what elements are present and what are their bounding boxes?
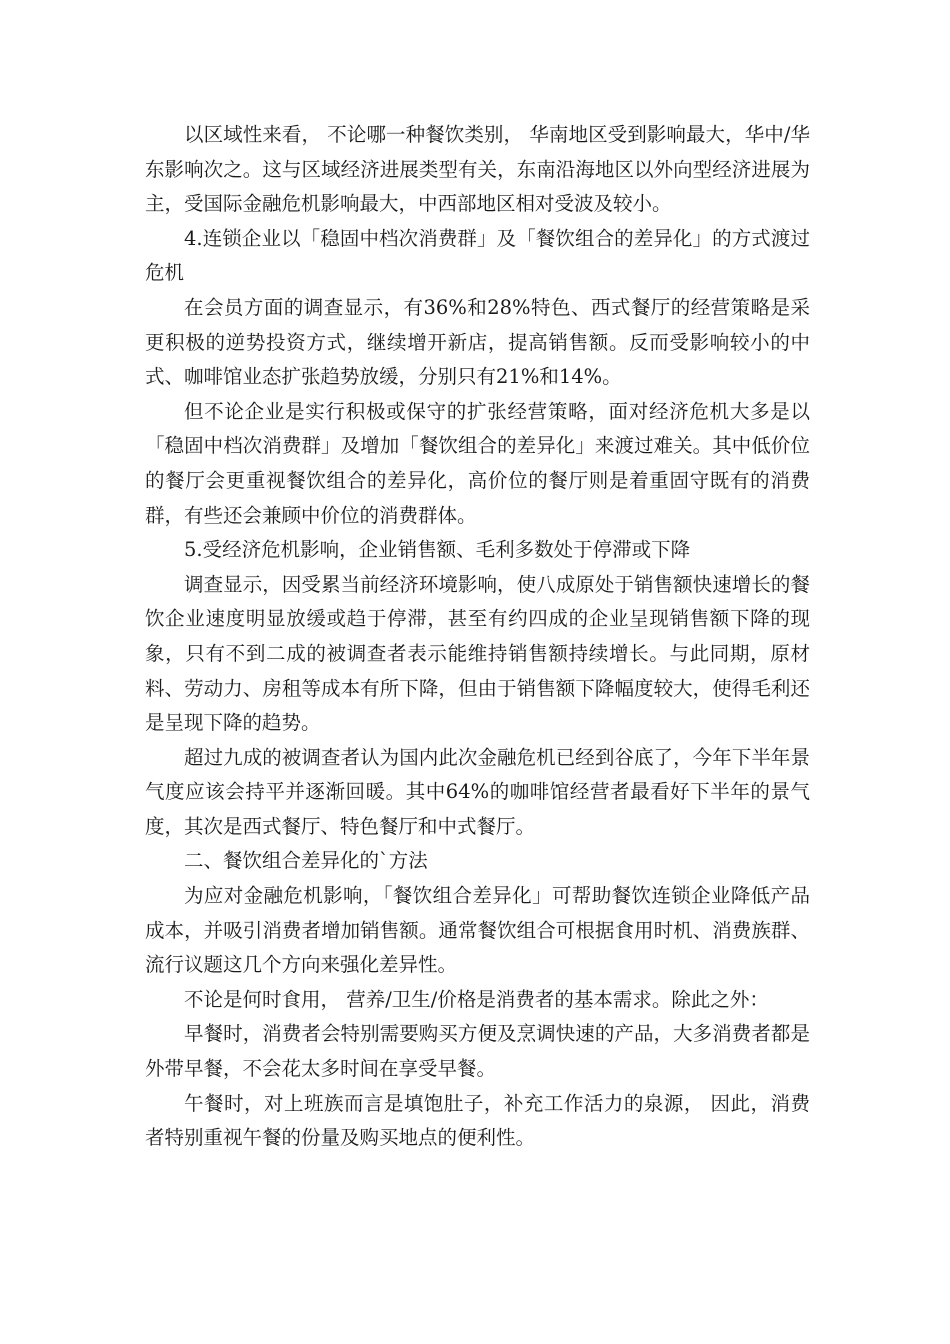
paragraph-differentiation: 为应对金融危机影响，「餐饮组合差异化」可帮助餐饮连锁企业降低产品成本，并吸引消费者增加销售额。通常餐饮组合可根据食用时机、消费族群、流行议题这几个方向来强化差异性。 (145, 884, 810, 977)
paragraph-regional-impact: 以区域性来看， 不论哪一种餐饮类别， 华南地区受到影响最大，华中/华东影响次之。这与区域经济进展类型有关，东南沿海地区以外向型经济进展为主，受国际金融危机影响最大，中西部地区相对受波及较小。 (145, 123, 810, 216)
paragraph-expansion-strategy: 但不论企业是实行积极或保守的扩张经营策略，面对经济危机大多是以「稳固中档次消费群」及增加「餐饮组合的差异化」来渡过难关。其中低价位的餐厅会更重视餐饮组合的差异化，高价位的餐厅则是着重固守既有的消费群，有些还会兼顾中价位的消费群体。 (145, 399, 810, 527)
document-body (145, 118, 810, 1156)
paragraph-basic-needs: 不论是何时食用， 营养/卫生/价格是消费者的基本需求。除此之外： (184, 987, 769, 1011)
paragraph-lunch: 午餐时，对上班族而言是填饱肚子，补充工作活力的泉源， 因此，消费者特别重视午餐的份量及购买地点的便利性。 (145, 1091, 810, 1150)
heading-point-5: 5.受经济危机影响，企业销售额、毛利多数处于停滞或下降 (184, 538, 691, 562)
paragraph-member-survey: 在会员方面的调查显示，有36%和28%特色、西式餐厅的经营策略是采更积极的逆势投资方式，继续增开新店，提高销售额。反而受影响较小的中式、咖啡馆业态扩张趋势放缓，分别只有21%和14%。 (145, 295, 810, 389)
heading-point-4: 4.连锁企业以「稳固中档次消费群」及「餐饮组合的差异化」的方式渡过危机 (145, 226, 810, 285)
heading-section-2: 二、餐饮组合差异化的`方法 (184, 849, 428, 873)
paragraph-outlook: 超过九成的被调查者认为国内此次金融危机已经到谷底了，今年下半年景气度应该会持平并逐渐回暖。其中64%的咖啡馆经营者最看好下半年的景气度，其次是西式餐厅、特色餐厅和中式餐厅。 (145, 745, 810, 838)
paragraph-sales-survey: 调查显示，因受累当前经济环境影响，使八成原处于销售额快速增长的餐饮企业速度明显放缓或趋于停滞，甚至有约四成的企业呈现销售额下降的现象，只有不到二成的被调查者表示能维持销售额持续增长。与此同期，原材料、劳动力、房租等成本有所下降，但由于销售额下降幅度较大，使得毛利还是呈现下降的趋势。 (145, 572, 810, 735)
paragraph-breakfast: 早餐时，消费者会特别需要购买方便及烹调快速的产品，大多消费者都是外带早餐，不会花太多时间在享受早餐。 (145, 1022, 810, 1081)
